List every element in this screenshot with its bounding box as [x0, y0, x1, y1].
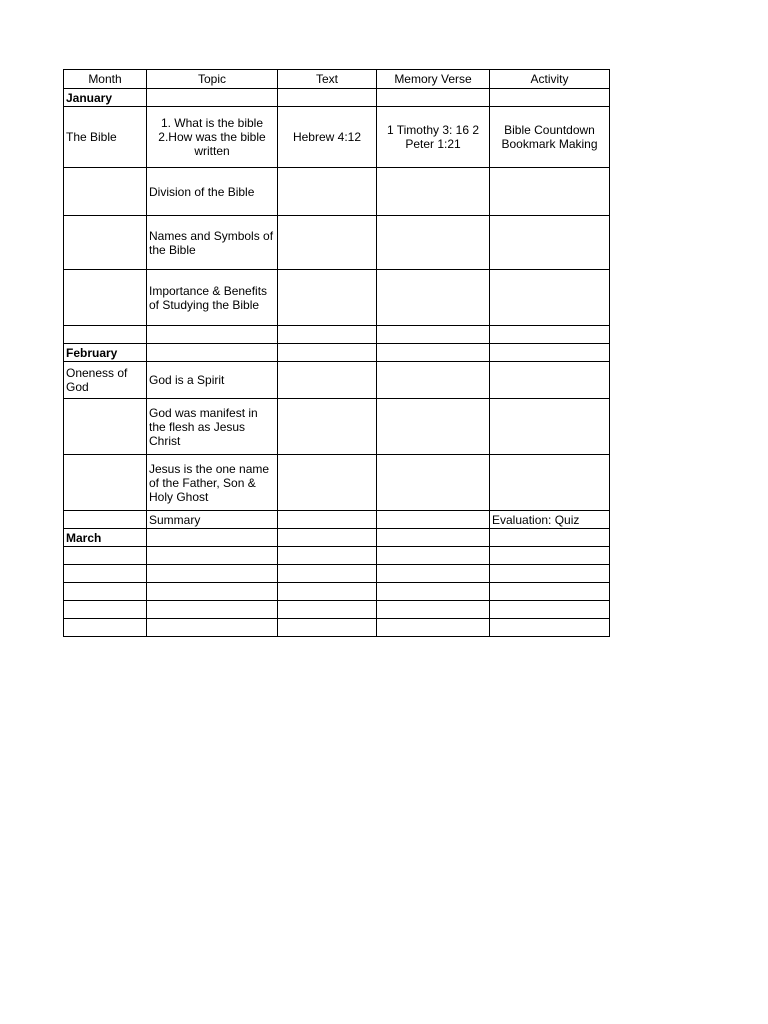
text-cell: [278, 511, 377, 529]
activity-cell: [490, 601, 610, 619]
activity-cell: [490, 216, 610, 270]
table-row: [64, 565, 610, 583]
header-row: [64, 70, 610, 89]
activity-cell: Bible Countdown Bookmark Making: [490, 107, 610, 168]
topic-cell: Summary: [147, 511, 278, 529]
topic-cell: Importance & Benefits of Studying the Bible: [147, 270, 278, 326]
header-text: Text: [278, 70, 377, 89]
activity-cell: [490, 583, 610, 601]
topic-cell: Jesus is the one name of the Father, Son & Holy Ghost: [147, 455, 278, 511]
memory-verse-cell: [377, 399, 490, 455]
memory-verse-cell: [377, 455, 490, 511]
table-row: [64, 89, 610, 107]
topic-cell: [147, 619, 278, 637]
table-row: [64, 362, 610, 399]
memory-verse-cell: [377, 216, 490, 270]
memory-verse-cell: [377, 270, 490, 326]
table-row: [64, 216, 610, 270]
topic-cell: [147, 565, 278, 583]
table-row: [64, 270, 610, 326]
header-memory-verse: Memory Verse: [377, 70, 490, 89]
table-row: [64, 601, 610, 619]
month-cell: [64, 399, 147, 455]
memory-verse-cell: [377, 529, 490, 547]
header-activity: Activity: [490, 70, 610, 89]
text-cell: [278, 565, 377, 583]
table-row: [64, 583, 610, 601]
memory-verse-cell: [377, 168, 490, 216]
memory-verse-cell: [377, 565, 490, 583]
text-cell: [278, 547, 377, 565]
table-row: [64, 344, 610, 362]
topic-cell: Names and Symbols of the Bible: [147, 216, 278, 270]
topic-cell: [147, 547, 278, 565]
table-row: [64, 399, 610, 455]
topic-cell: God was manifest in the flesh as Jesus Christ: [147, 399, 278, 455]
month-cell: [64, 168, 147, 216]
table-row: [64, 455, 610, 511]
memory-verse-cell: 1 Timothy 3: 16 2 Peter 1:21: [377, 107, 490, 168]
table-row: [64, 168, 610, 216]
header-month: Month: [64, 70, 147, 89]
topic-cell: [147, 529, 278, 547]
month-cell: [64, 565, 147, 583]
activity-cell: [490, 455, 610, 511]
memory-verse-cell: [377, 619, 490, 637]
text-cell: [278, 270, 377, 326]
activity-cell: [490, 399, 610, 455]
topic-cell: [147, 326, 278, 344]
month-cell: [64, 619, 147, 637]
memory-verse-cell: [377, 344, 490, 362]
memory-verse-cell: [377, 511, 490, 529]
text-cell: [278, 455, 377, 511]
topic-cell: [147, 89, 278, 107]
topic-cell: [147, 107, 278, 168]
month-cell: [64, 601, 147, 619]
text-cell: [278, 168, 377, 216]
memory-verse-cell: [377, 583, 490, 601]
activity-cell: [490, 344, 610, 362]
text-cell: [278, 529, 377, 547]
month-cell: [64, 547, 147, 565]
text-cell: Hebrew 4:12: [278, 107, 377, 168]
table-row: [64, 326, 610, 344]
activity-cell: [490, 89, 610, 107]
memory-verse-cell: [377, 89, 490, 107]
text-cell: [278, 583, 377, 601]
month-cell: [64, 270, 147, 326]
activity-cell: Evaluation: Quiz: [490, 511, 610, 529]
table-row: [64, 529, 610, 547]
text-cell: [278, 89, 377, 107]
header-topic: Topic: [147, 70, 278, 89]
curriculum-table: [63, 69, 610, 637]
activity-cell: [490, 529, 610, 547]
activity-cell: [490, 619, 610, 637]
topic-cell: Division of the Bible: [147, 168, 278, 216]
activity-cell: [490, 547, 610, 565]
topic-line-2: 2.How was the bible written: [158, 130, 266, 158]
text-cell: [278, 601, 377, 619]
month-cell: [64, 455, 147, 511]
text-cell: [278, 344, 377, 362]
month-cell: March: [64, 529, 147, 547]
activity-cell: [490, 565, 610, 583]
activity-cell: [490, 168, 610, 216]
topic-cell: [147, 583, 278, 601]
activity-cell: [490, 326, 610, 344]
text-cell: [278, 216, 377, 270]
topic-cell: [147, 344, 278, 362]
text-cell: [278, 362, 377, 399]
text-cell: [278, 326, 377, 344]
memory-verse-cell: [377, 326, 490, 344]
table-row: [64, 619, 610, 637]
activity-cell: [490, 362, 610, 399]
month-cell: [64, 583, 147, 601]
topic-line-1: 1. What is the bible: [160, 116, 264, 130]
month-cell: [64, 216, 147, 270]
month-cell: January: [64, 89, 147, 107]
month-cell: [64, 326, 147, 344]
topic-cell: [147, 601, 278, 619]
table-row: [64, 511, 610, 529]
topic-cell: God is a Spirit: [147, 362, 278, 399]
table-row: [64, 107, 610, 168]
month-cell: [64, 511, 147, 529]
memory-verse-cell: [377, 601, 490, 619]
text-cell: [278, 399, 377, 455]
month-cell: The Bible: [64, 107, 147, 168]
text-cell: [278, 619, 377, 637]
activity-cell: [490, 270, 610, 326]
month-cell: Oneness of God: [64, 362, 147, 399]
table-row: [64, 547, 610, 565]
month-cell: February: [64, 344, 147, 362]
memory-verse-cell: [377, 547, 490, 565]
memory-verse-cell: [377, 362, 490, 399]
